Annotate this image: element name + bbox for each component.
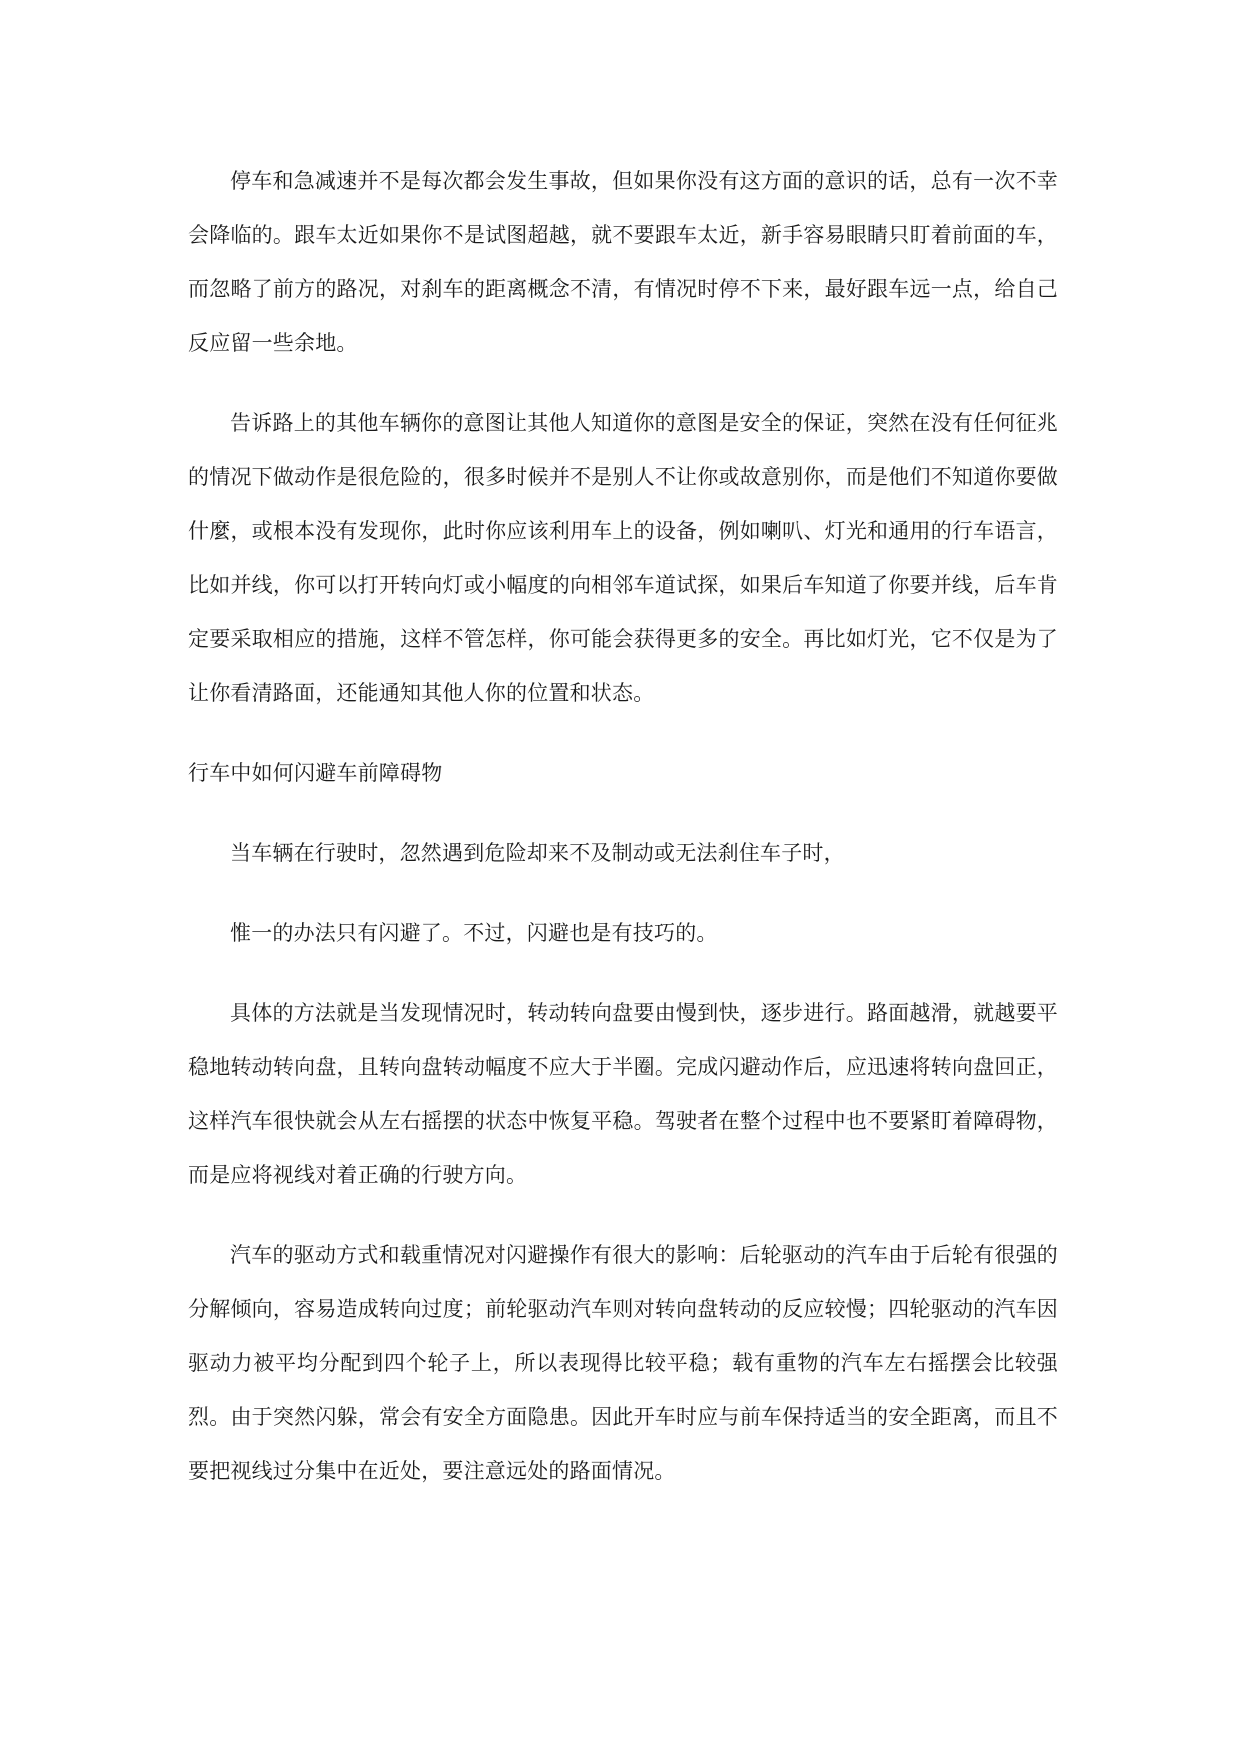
paragraph-only-option: 惟一的办法只有闪避了。不过，闪避也是有技巧的。 <box>230 921 718 945</box>
paragraph-signal-intentions: 告诉路上的其他车辆你的意图让其他人知道你的意图是安全的保证，突然在没有任何征兆的情况下做动作是很危险的，很多时候并不是别人不让你或故意别你，而是他们不知道你要做什麼，或根本没有发现你，此时你应该利用车上的设备，例如喇叭、灯光和通用的行车语言，比如并线，你可以打开转向灯或小幅度的向相邻车道试探，如果后车知道了你要并线，后车肯定要采取相应的措施，这样不管怎样，你可能会获得更多的安全。再比如灯光，它不仅是为了让你看清路面，还能通知其他人你的位置和状态。 <box>188 411 1058 705</box>
text-column <box>188 154 1058 1524</box>
paragraph-drive-type: 汽车的驱动方式和载重情况对闪避操作有很大的影响：后轮驱动的汽车由于后轮有很强的分解倾向，容易造成转向过度；前轮驱动汽车则对转向盘转动的反应较慢；四轮驱动的汽车因驱动力被平均分配到四个轮子上，所以表现得比较平稳；载有重物的汽车左右摇摆会比较强烈。由于突然闪躲，常会有安全方面隐患。因此开车时应与前车保持适当的安全距离，而且不要把视线过分集中在近处，要注意远处的路面情况。 <box>188 1243 1058 1483</box>
paragraph-steering-method: 具体的方法就是当发现情况时，转动转向盘要由慢到快，逐步进行。路面越滑，就越要平稳地转动转向盘，且转向盘转动幅度不应大于半圈。完成闪避动作后，应迅速将转向盘回正，这样汽车很快就会从左右摇摆的状态中恢复平稳。驾驶者在整个过程中也不要紧盯着障碍物，而是应将视线对着正确的行驶方向。 <box>188 1001 1058 1187</box>
paragraph-following-distance: 停车和急减速并不是每次都会发生事故，但如果你没有这方面的意识的话，总有一次不幸会降临的。跟车太近如果你不是试图超越，就不要跟车太近，新手容易眼睛只盯着前面的车，而忽略了前方的路况，对刹车的距离概念不清，有情况时停不下来，最好跟车远一点，给自己反应留一些余地。 <box>188 169 1058 355</box>
paragraph-sudden-danger: 当车辆在行驶时，忽然遇到危险却来不及制动或无法刹住车子时， <box>230 841 845 865</box>
section-heading: 行车中如何闪避车前障碍物 <box>188 761 443 785</box>
